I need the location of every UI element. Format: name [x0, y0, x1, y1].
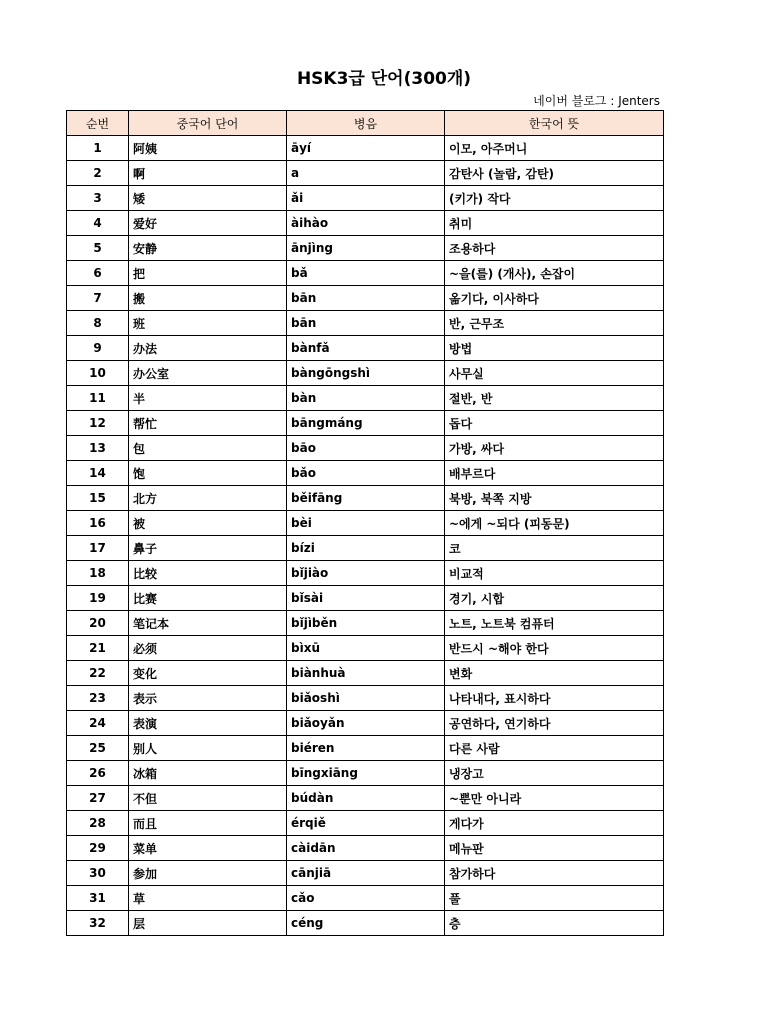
row-number: 8	[67, 311, 129, 336]
row-number: 12	[67, 411, 129, 436]
pinyin: bànfǎ	[287, 336, 445, 361]
header-chinese-word: 중국어 단어	[129, 111, 287, 136]
chinese-word: 必须	[129, 636, 287, 661]
header-pinyin: 병음	[287, 111, 445, 136]
table-row	[67, 536, 664, 561]
pinyin: biéren	[287, 736, 445, 761]
korean-meaning: ~을(를) (개사), 손잡이	[445, 261, 664, 286]
document-title: HSK3급 단어(300개)	[296, 69, 472, 89]
chinese-word: 别人	[129, 736, 287, 761]
pinyin: āyí	[287, 136, 445, 161]
korean-meaning: 층	[445, 911, 664, 936]
table-row	[67, 736, 664, 761]
row-number: 20	[67, 611, 129, 636]
table-row	[67, 286, 664, 311]
korean-meaning: 공연하다, 연기하다	[445, 711, 664, 736]
table-row	[67, 411, 664, 436]
korean-meaning: 비교적	[445, 561, 664, 586]
korean-meaning: 경기, 시합	[445, 586, 664, 611]
chinese-word: 办法	[129, 336, 287, 361]
table-row	[67, 611, 664, 636]
korean-meaning: 가방, 싸다	[445, 436, 664, 461]
pinyin: biǎoyǎn	[287, 711, 445, 736]
chinese-word: 阿姨	[129, 136, 287, 161]
pinyin: bàngōngshì	[287, 361, 445, 386]
korean-meaning: 감탄사 (놀람, 감탄)	[445, 161, 664, 186]
row-number: 32	[67, 911, 129, 936]
chinese-word: 草	[129, 886, 287, 911]
korean-meaning: 게다가	[445, 811, 664, 836]
chinese-word: 参加	[129, 861, 287, 886]
chinese-word: 办公室	[129, 361, 287, 386]
table-row	[67, 361, 664, 386]
table-row	[67, 236, 664, 261]
pinyin: búdàn	[287, 786, 445, 811]
chinese-word: 而且	[129, 811, 287, 836]
table-row	[67, 861, 664, 886]
korean-meaning: (키가) 작다	[445, 186, 664, 211]
pinyin: cānjiā	[287, 861, 445, 886]
pinyin: bǐjìběn	[287, 611, 445, 636]
korean-meaning: 이모, 아주머니	[445, 136, 664, 161]
table-row	[67, 761, 664, 786]
row-number: 7	[67, 286, 129, 311]
pinyin: bìxū	[287, 636, 445, 661]
chinese-word: 帮忙	[129, 411, 287, 436]
row-number: 1	[67, 136, 129, 161]
row-number: 11	[67, 386, 129, 411]
korean-meaning: 절반, 반	[445, 386, 664, 411]
table-row	[67, 386, 664, 411]
chinese-word: 笔记本	[129, 611, 287, 636]
pinyin: biànhuà	[287, 661, 445, 686]
korean-meaning: 옮기다, 이사하다	[445, 286, 664, 311]
table-row	[67, 836, 664, 861]
row-number: 5	[67, 236, 129, 261]
row-number: 3	[67, 186, 129, 211]
table-row	[67, 786, 664, 811]
table-row	[67, 211, 664, 236]
table-row	[67, 686, 664, 711]
pinyin: bízi	[287, 536, 445, 561]
pinyin: bǐsài	[287, 586, 445, 611]
row-number: 30	[67, 861, 129, 886]
pinyin: bāngmáng	[287, 411, 445, 436]
pinyin: cǎo	[287, 886, 445, 911]
row-number: 25	[67, 736, 129, 761]
korean-meaning: 방법	[445, 336, 664, 361]
chinese-word: 冰箱	[129, 761, 287, 786]
table-row	[67, 336, 664, 361]
pinyin: àihào	[287, 211, 445, 236]
korean-meaning: 돕다	[445, 411, 664, 436]
row-number: 17	[67, 536, 129, 561]
row-number: 14	[67, 461, 129, 486]
korean-meaning: 코	[445, 536, 664, 561]
header-korean-meaning: 한국어 뜻	[445, 111, 664, 136]
pinyin: ānjìng	[287, 236, 445, 261]
pinyin: bǎo	[287, 461, 445, 486]
korean-meaning: 변화	[445, 661, 664, 686]
table-row	[67, 711, 664, 736]
row-number: 23	[67, 686, 129, 711]
table-row	[67, 586, 664, 611]
pinyin: càidān	[287, 836, 445, 861]
chinese-word: 饱	[129, 461, 287, 486]
korean-meaning: 북방, 북쪽 지방	[445, 486, 664, 511]
row-number: 6	[67, 261, 129, 286]
korean-meaning: 나타내다, 표시하다	[445, 686, 664, 711]
chinese-word: 层	[129, 911, 287, 936]
table-row	[67, 186, 664, 211]
korean-meaning: 풀	[445, 886, 664, 911]
table-row	[67, 136, 664, 161]
pinyin: bǐjiào	[287, 561, 445, 586]
table-row	[67, 261, 664, 286]
row-number: 21	[67, 636, 129, 661]
row-number: 10	[67, 361, 129, 386]
row-number: 29	[67, 836, 129, 861]
pinyin: biǎoshì	[287, 686, 445, 711]
korean-meaning: ~뿐만 아니라	[445, 786, 664, 811]
chinese-word: 不但	[129, 786, 287, 811]
table-row	[67, 436, 664, 461]
korean-meaning: 취미	[445, 211, 664, 236]
korean-meaning: 반드시 ~해야 한다	[445, 636, 664, 661]
chinese-word: 菜单	[129, 836, 287, 861]
korean-meaning: 메뉴판	[445, 836, 664, 861]
row-number: 26	[67, 761, 129, 786]
chinese-word: 把	[129, 261, 287, 286]
table-row	[67, 661, 664, 686]
chinese-word: 比赛	[129, 586, 287, 611]
table-row	[67, 886, 664, 911]
table-row	[67, 486, 664, 511]
pinyin: bǎ	[287, 261, 445, 286]
table-row	[67, 636, 664, 661]
row-number: 22	[67, 661, 129, 686]
korean-meaning: 노트, 노트북 컴퓨터	[445, 611, 664, 636]
korean-meaning: 반, 근무조	[445, 311, 664, 336]
chinese-word: 包	[129, 436, 287, 461]
korean-meaning: 다른 사람	[445, 736, 664, 761]
row-number: 9	[67, 336, 129, 361]
row-number: 15	[67, 486, 129, 511]
chinese-word: 表演	[129, 711, 287, 736]
source-credit: 네이버 블로그 : Jenters	[533, 94, 660, 108]
row-number: 16	[67, 511, 129, 536]
row-number: 13	[67, 436, 129, 461]
header-row	[67, 111, 664, 136]
chinese-word: 啊	[129, 161, 287, 186]
table-row	[67, 561, 664, 586]
pinyin: céng	[287, 911, 445, 936]
row-number: 18	[67, 561, 129, 586]
chinese-word: 安静	[129, 236, 287, 261]
korean-meaning: 배부르다	[445, 461, 664, 486]
table-row	[67, 461, 664, 486]
table-row	[67, 811, 664, 836]
chinese-word: 矮	[129, 186, 287, 211]
korean-meaning: 참가하다	[445, 861, 664, 886]
row-number: 28	[67, 811, 129, 836]
table-body	[67, 136, 664, 936]
row-number: 31	[67, 886, 129, 911]
chinese-word: 半	[129, 386, 287, 411]
pinyin: běifāng	[287, 486, 445, 511]
table-row	[67, 911, 664, 936]
table-row	[67, 511, 664, 536]
pinyin: bàn	[287, 386, 445, 411]
chinese-word: 变化	[129, 661, 287, 686]
row-number: 2	[67, 161, 129, 186]
chinese-word: 爱好	[129, 211, 287, 236]
chinese-word: 鼻子	[129, 536, 287, 561]
pinyin: bāo	[287, 436, 445, 461]
table-row	[67, 311, 664, 336]
korean-meaning: 사무실	[445, 361, 664, 386]
chinese-word: 班	[129, 311, 287, 336]
chinese-word: 比较	[129, 561, 287, 586]
korean-meaning: ~에게 ~되다 (피동문)	[445, 511, 664, 536]
korean-meaning: 냉장고	[445, 761, 664, 786]
row-number: 27	[67, 786, 129, 811]
chinese-word: 搬	[129, 286, 287, 311]
header-number: 순번	[67, 111, 129, 136]
row-number: 19	[67, 586, 129, 611]
chinese-word: 表示	[129, 686, 287, 711]
chinese-word: 被	[129, 511, 287, 536]
vocabulary-table	[66, 110, 664, 936]
row-number: 24	[67, 711, 129, 736]
pinyin: a	[287, 161, 445, 186]
row-number: 4	[67, 211, 129, 236]
pinyin: érqiě	[287, 811, 445, 836]
pinyin: bèi	[287, 511, 445, 536]
pinyin: bān	[287, 286, 445, 311]
table-row	[67, 161, 664, 186]
korean-meaning: 조용하다	[445, 236, 664, 261]
pinyin: ǎi	[287, 186, 445, 211]
chinese-word: 北方	[129, 486, 287, 511]
pinyin: bān	[287, 311, 445, 336]
pinyin: bīngxiāng	[287, 761, 445, 786]
